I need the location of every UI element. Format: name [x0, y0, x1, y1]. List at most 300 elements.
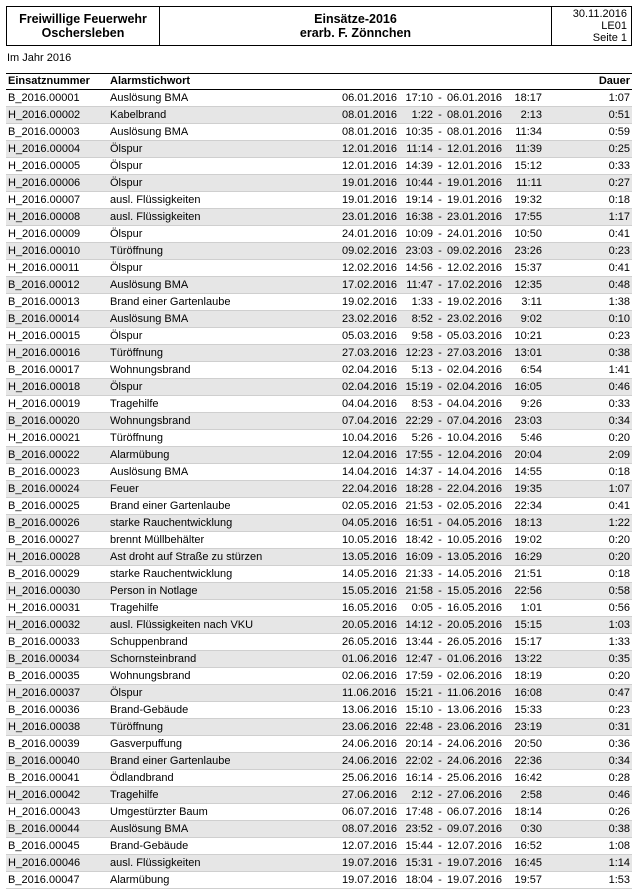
end-time: 20:04 — [514, 449, 542, 461]
end-time: 12:35 — [514, 279, 542, 291]
start-date: 19.02.2016 — [342, 296, 398, 308]
alarm-keyword: Ölspur — [110, 160, 143, 172]
table-row — [6, 600, 632, 617]
alarm-keyword: Wohnungsbrand — [110, 415, 191, 427]
alarm-keyword: Brand einer Gartenlaube — [110, 500, 231, 512]
table-row — [6, 617, 632, 634]
alarm-keyword: Person in Notlage — [110, 585, 198, 597]
end-time: 6:54 — [520, 364, 542, 376]
end-date: 07.04.2016 — [447, 415, 503, 427]
end-time: 11:34 — [515, 126, 542, 138]
date-range-separator: - — [438, 602, 442, 614]
incident-id: B_2016.00027 — [8, 534, 80, 546]
date-range-separator: - — [438, 194, 442, 206]
table-row — [6, 362, 632, 379]
start-time: 16:51 — [405, 517, 433, 529]
end-time: 13:01 — [514, 347, 542, 359]
start-time: 2:12 — [411, 789, 433, 801]
table-row — [6, 192, 632, 209]
end-time: 19:02 — [514, 534, 542, 546]
end-time: 15:17 — [514, 636, 542, 648]
incident-id: B_2016.00025 — [8, 500, 80, 512]
incident-id: B_2016.00039 — [8, 738, 80, 750]
start-date: 23.01.2016 — [342, 211, 398, 223]
incident-id: H_2016.00043 — [8, 806, 81, 818]
start-date: 20.05.2016 — [342, 619, 398, 631]
end-time: 16:05 — [514, 381, 542, 393]
start-date: 05.03.2016 — [342, 330, 398, 342]
end-time: 18:19 — [514, 670, 542, 682]
end-date: 27.03.2016 — [447, 347, 503, 359]
date-range-separator: - — [438, 296, 442, 308]
end-date: 12.01.2016 — [447, 143, 503, 155]
start-time: 22:29 — [405, 415, 433, 427]
start-date: 07.04.2016 — [342, 415, 398, 427]
start-time: 15:31 — [405, 857, 433, 869]
start-time: 22:48 — [405, 721, 433, 733]
end-time: 2:58 — [520, 789, 542, 801]
start-time: 17:59 — [405, 670, 433, 682]
organization-line-1: Freiwillige Feuerwehr — [19, 12, 147, 26]
date-range-separator: - — [438, 670, 442, 682]
duration: 0:23 — [608, 330, 630, 342]
incident-id: H_2016.00037 — [8, 687, 81, 699]
incident-id: H_2016.00010 — [8, 245, 81, 257]
alarm-keyword: brennt Müllbehälter — [110, 534, 205, 546]
end-date: 20.05.2016 — [447, 619, 503, 631]
end-time: 18:17 — [514, 92, 542, 104]
table-row — [6, 311, 632, 328]
table-row — [6, 90, 632, 107]
duration: 0:34 — [608, 755, 630, 767]
table-row — [6, 651, 632, 668]
start-time: 8:53 — [411, 398, 433, 410]
end-date: 12.04.2016 — [447, 449, 503, 461]
duration: 1:07 — [608, 483, 630, 495]
start-date: 27.06.2016 — [342, 789, 398, 801]
column-header-id: Einsatznummer — [8, 75, 90, 87]
table-row — [6, 328, 632, 345]
incident-id: H_2016.00005 — [8, 160, 81, 172]
duration: 0:34 — [608, 415, 630, 427]
duration: 1:41 — [608, 364, 630, 376]
alarm-keyword: ausl. Flüssigkeiten — [110, 857, 201, 869]
end-time: 21:51 — [514, 568, 542, 580]
end-date: 10.04.2016 — [447, 432, 503, 444]
start-date: 08.01.2016 — [342, 126, 398, 138]
duration: 1:33 — [608, 636, 630, 648]
start-date: 24.01.2016 — [342, 228, 398, 240]
start-time: 18:42 — [405, 534, 433, 546]
incident-id: H_2016.00008 — [8, 211, 81, 223]
incident-id: B_2016.00029 — [8, 568, 80, 580]
table-row — [6, 209, 632, 226]
duration: 0:56 — [608, 602, 630, 614]
end-date: 19.01.2016 — [447, 194, 503, 206]
start-time: 9:58 — [411, 330, 433, 342]
end-date: 17.02.2016 — [447, 279, 503, 291]
duration: 0:20 — [608, 534, 630, 546]
date-range-separator: - — [438, 483, 442, 495]
incident-id: B_2016.00044 — [8, 823, 80, 835]
start-time: 18:04 — [405, 874, 433, 886]
alarm-keyword: Brand einer Gartenlaube — [110, 755, 231, 767]
duration: 0:41 — [608, 262, 630, 274]
date-range-separator: - — [438, 415, 442, 427]
end-date: 16.05.2016 — [447, 602, 503, 614]
start-date: 23.02.2016 — [342, 313, 398, 325]
duration: 0:23 — [608, 704, 630, 716]
start-date: 19.01.2016 — [342, 177, 398, 189]
incident-id: B_2016.00041 — [8, 772, 80, 784]
date-range-separator: - — [438, 313, 442, 325]
table-row — [6, 124, 632, 141]
alarm-keyword: Tragehilfe — [110, 789, 159, 801]
start-date: 02.05.2016 — [342, 500, 398, 512]
alarm-keyword: Auslösung BMA — [110, 466, 189, 478]
alarm-keyword: Auslösung BMA — [110, 279, 189, 291]
table-row — [6, 158, 632, 175]
alarm-keyword: Ölspur — [110, 687, 143, 699]
start-date: 04.04.2016 — [342, 398, 398, 410]
alarm-keyword: Schornsteinbrand — [110, 653, 197, 665]
table-row — [6, 243, 632, 260]
table-row — [6, 498, 632, 515]
end-time: 16:42 — [514, 772, 542, 784]
start-date: 27.03.2016 — [342, 347, 398, 359]
end-date: 26.05.2016 — [447, 636, 503, 648]
end-date: 24.06.2016 — [447, 755, 503, 767]
alarm-keyword: Brand-Gebäude — [110, 704, 189, 716]
incident-id: B_2016.00047 — [8, 874, 80, 886]
page-number: Seite 1 — [592, 32, 627, 44]
table-row — [6, 787, 632, 804]
alarm-keyword: Ölspur — [110, 143, 143, 155]
alarm-keyword: Türöffnung — [110, 432, 164, 444]
duration: 0:59 — [608, 126, 630, 138]
end-time: 23:19 — [514, 721, 542, 733]
end-time: 16:08 — [514, 687, 542, 699]
duration: 1:07 — [608, 92, 630, 104]
end-date: 08.01.2016 — [447, 109, 503, 121]
duration: 0:58 — [608, 585, 630, 597]
duration: 2:09 — [608, 449, 630, 461]
incident-id: H_2016.00032 — [8, 619, 81, 631]
end-time: 15:37 — [514, 262, 542, 274]
date-range-separator: - — [438, 279, 442, 291]
start-time: 11:47 — [406, 279, 433, 291]
end-time: 10:21 — [514, 330, 542, 342]
end-date: 01.06.2016 — [447, 653, 503, 665]
report-code: LE01 — [601, 20, 627, 32]
start-date: 11.06.2016 — [342, 687, 397, 699]
date-range-separator: - — [438, 653, 442, 665]
alarm-keyword: Alarmübung — [110, 874, 170, 886]
start-time: 16:09 — [405, 551, 433, 563]
start-date: 24.06.2016 — [342, 738, 398, 750]
duration: 0:20 — [608, 670, 630, 682]
start-time: 20:14 — [405, 738, 433, 750]
end-time: 19:35 — [514, 483, 542, 495]
date-range-separator: - — [438, 228, 442, 240]
alarm-keyword: Auslösung BMA — [110, 313, 189, 325]
start-date: 06.07.2016 — [342, 806, 398, 818]
start-time: 17:55 — [405, 449, 433, 461]
alarm-keyword: Ast droht auf Straße zu stürzen — [110, 551, 263, 563]
duration: 0:27 — [608, 177, 630, 189]
incident-id: B_2016.00040 — [8, 755, 80, 767]
incident-id: B_2016.00034 — [8, 653, 80, 665]
end-date: 05.03.2016 — [447, 330, 503, 342]
incident-id: B_2016.00012 — [8, 279, 80, 291]
duration: 0:23 — [608, 245, 630, 257]
duration: 1:03 — [608, 619, 630, 631]
incident-id: B_2016.00014 — [8, 313, 80, 325]
alarm-keyword: Ölspur — [110, 330, 143, 342]
alarm-keyword: Alarmübung — [110, 449, 170, 461]
alarm-keyword: Wohnungsbrand — [110, 364, 191, 376]
alarm-keyword: Türöffnung — [110, 347, 164, 359]
end-time: 9:02 — [520, 313, 542, 325]
end-time: 22:56 — [514, 585, 542, 597]
date-range-separator: - — [438, 126, 442, 138]
start-time: 14:39 — [405, 160, 433, 172]
end-time: 13:22 — [514, 653, 542, 665]
incident-id: H_2016.00004 — [8, 143, 81, 155]
duration: 0:10 — [608, 313, 630, 325]
start-date: 26.05.2016 — [342, 636, 398, 648]
table-row — [6, 464, 632, 481]
alarm-keyword: Umgestürzter Baum — [110, 806, 208, 818]
end-time: 11:39 — [515, 143, 542, 155]
duration: 0:46 — [608, 789, 630, 801]
duration: 0:41 — [608, 228, 630, 240]
alarm-keyword: Tragehilfe — [110, 398, 159, 410]
alarm-keyword: ausl. Flüssigkeiten — [110, 211, 201, 223]
start-date: 10.05.2016 — [342, 534, 398, 546]
end-date: 12.01.2016 — [447, 160, 503, 172]
report-date: 30.11.2016 — [572, 8, 627, 20]
date-range-separator: - — [438, 449, 442, 461]
date-range-separator: - — [438, 755, 442, 767]
column-header-alarm: Alarmstichwort — [110, 75, 191, 87]
duration: 0:31 — [608, 721, 630, 733]
incident-id: H_2016.00015 — [8, 330, 81, 342]
date-range-separator: - — [438, 721, 442, 733]
incident-id: B_2016.00035 — [8, 670, 80, 682]
date-range-separator: - — [438, 704, 442, 716]
duration: 1:38 — [608, 296, 630, 308]
end-date: 22.04.2016 — [447, 483, 503, 495]
end-time: 18:13 — [514, 517, 542, 529]
incident-id: B_2016.00023 — [8, 466, 80, 478]
start-time: 15:21 — [405, 687, 433, 699]
end-date: 02.06.2016 — [447, 670, 503, 682]
duration: 0:35 — [608, 653, 630, 665]
end-date: 19.07.2016 — [447, 874, 503, 886]
date-range-separator: - — [438, 381, 442, 393]
date-range-separator: - — [438, 347, 442, 359]
start-time: 19:14 — [405, 194, 433, 206]
incident-id: B_2016.00013 — [8, 296, 80, 308]
start-date: 14.05.2016 — [342, 568, 398, 580]
incident-id: B_2016.00003 — [8, 126, 80, 138]
table-header — [6, 73, 632, 90]
start-date: 06.01.2016 — [342, 92, 398, 104]
start-date: 15.05.2016 — [342, 585, 398, 597]
table-row — [6, 345, 632, 362]
end-time: 22:36 — [514, 755, 542, 767]
table-row — [6, 294, 632, 311]
table-row — [6, 855, 632, 872]
table-row — [6, 736, 632, 753]
incident-id: H_2016.00021 — [8, 432, 81, 444]
duration: 0:33 — [608, 160, 630, 172]
alarm-keyword: Tragehilfe — [110, 602, 159, 614]
date-range-separator: - — [438, 806, 442, 818]
incident-id: B_2016.00001 — [8, 92, 80, 104]
report-meta — [552, 7, 631, 45]
incident-id: H_2016.00019 — [8, 398, 81, 410]
end-time: 19:32 — [514, 194, 542, 206]
alarm-keyword: starke Rauchentwicklung — [110, 568, 233, 580]
table-row — [6, 396, 632, 413]
date-range-separator: - — [438, 585, 442, 597]
table-row — [6, 141, 632, 158]
end-date: 14.04.2016 — [447, 466, 503, 478]
incident-table — [6, 73, 632, 889]
table-row — [6, 549, 632, 566]
incident-id: B_2016.00020 — [8, 415, 80, 427]
date-range-separator: - — [438, 636, 442, 648]
table-row — [6, 226, 632, 243]
date-range-separator: - — [438, 262, 442, 274]
end-time: 19:57 — [514, 874, 542, 886]
column-header-duration: Dauer — [598, 75, 630, 87]
table-row — [6, 515, 632, 532]
incident-id: H_2016.00038 — [8, 721, 81, 733]
date-range-separator: - — [438, 92, 442, 104]
duration: 0:18 — [608, 466, 630, 478]
date-range-separator: - — [438, 772, 442, 784]
table-row — [6, 770, 632, 787]
start-date: 08.01.2016 — [342, 109, 398, 121]
date-range-separator: - — [438, 177, 442, 189]
alarm-keyword: Auslösung BMA — [110, 92, 189, 104]
incident-id: H_2016.00042 — [8, 789, 81, 801]
date-range-separator: - — [438, 160, 442, 172]
duration: 0:20 — [608, 432, 630, 444]
end-time: 15:33 — [514, 704, 542, 716]
table-body — [6, 90, 632, 889]
date-range-separator: - — [438, 245, 442, 257]
date-range-separator: - — [438, 143, 442, 155]
end-time: 15:12 — [514, 160, 542, 172]
start-date: 17.02.2016 — [342, 279, 398, 291]
end-time: 22:34 — [514, 500, 542, 512]
alarm-keyword: Brand-Gebäude — [110, 840, 189, 852]
report-title-line-1: Einsätze-2016 — [314, 12, 397, 26]
alarm-keyword: ausl. Flüssigkeiten nach VKU — [110, 619, 254, 631]
end-time: 16:52 — [514, 840, 542, 852]
incident-id: H_2016.00002 — [8, 109, 81, 121]
date-range-separator: - — [438, 687, 442, 699]
end-time: 18:14 — [514, 806, 542, 818]
incident-id: H_2016.00007 — [8, 194, 81, 206]
start-date: 12.02.2016 — [342, 262, 398, 274]
table-row — [6, 107, 632, 124]
start-time: 5:26 — [411, 432, 433, 444]
report-title — [160, 7, 552, 45]
start-date: 08.07.2016 — [342, 823, 398, 835]
start-date: 13.06.2016 — [342, 704, 398, 716]
duration: 0:25 — [608, 143, 630, 155]
end-date: 02.04.2016 — [447, 381, 503, 393]
alarm-keyword: Ödlandbrand — [110, 772, 174, 784]
end-time: 17:55 — [514, 211, 542, 223]
incident-id: H_2016.00011 — [8, 262, 80, 274]
end-date: 25.06.2016 — [447, 772, 503, 784]
start-time: 23:52 — [405, 823, 433, 835]
end-date: 19.07.2016 — [447, 857, 503, 869]
alarm-keyword: Ölspur — [110, 228, 143, 240]
end-date: 19.02.2016 — [447, 296, 503, 308]
alarm-keyword: Türöffnung — [110, 245, 164, 257]
incident-id: B_2016.00033 — [8, 636, 80, 648]
date-range-separator: - — [438, 534, 442, 546]
table-row — [6, 447, 632, 464]
end-date: 27.06.2016 — [447, 789, 503, 801]
date-range-separator: - — [438, 330, 442, 342]
report-header — [6, 6, 632, 46]
start-date: 22.04.2016 — [342, 483, 398, 495]
table-row — [6, 685, 632, 702]
alarm-keyword: Auslösung BMA — [110, 126, 189, 138]
incident-id: B_2016.00024 — [8, 483, 80, 495]
end-time: 20:50 — [514, 738, 542, 750]
alarm-keyword: Feuer — [110, 483, 139, 495]
date-range-separator: - — [438, 432, 442, 444]
start-date: 13.05.2016 — [342, 551, 398, 563]
incident-id: B_2016.00036 — [8, 704, 80, 716]
alarm-keyword: Ölspur — [110, 381, 143, 393]
table-row — [6, 481, 632, 498]
start-time: 22:02 — [405, 755, 433, 767]
duration: 0:20 — [608, 551, 630, 563]
end-time: 1:01 — [520, 602, 542, 614]
incident-id: H_2016.00030 — [8, 585, 81, 597]
end-date: 13.05.2016 — [447, 551, 503, 563]
date-range-separator: - — [438, 823, 442, 835]
date-range-separator: - — [438, 364, 442, 376]
start-date: 24.06.2016 — [342, 755, 398, 767]
duration: 0:26 — [608, 806, 630, 818]
table-row — [6, 532, 632, 549]
alarm-keyword: Türöffnung — [110, 721, 164, 733]
end-date: 12.07.2016 — [447, 840, 503, 852]
duration: 0:33 — [608, 398, 630, 410]
table-row — [6, 702, 632, 719]
start-time: 16:14 — [405, 772, 433, 784]
duration: 0:38 — [608, 347, 630, 359]
end-time: 14:55 — [514, 466, 542, 478]
date-range-separator: - — [438, 857, 442, 869]
table-row — [6, 634, 632, 651]
incident-id: H_2016.00046 — [8, 857, 81, 869]
incident-id: B_2016.00017 — [8, 364, 80, 376]
start-date: 19.07.2016 — [342, 857, 398, 869]
start-date: 23.06.2016 — [342, 721, 398, 733]
